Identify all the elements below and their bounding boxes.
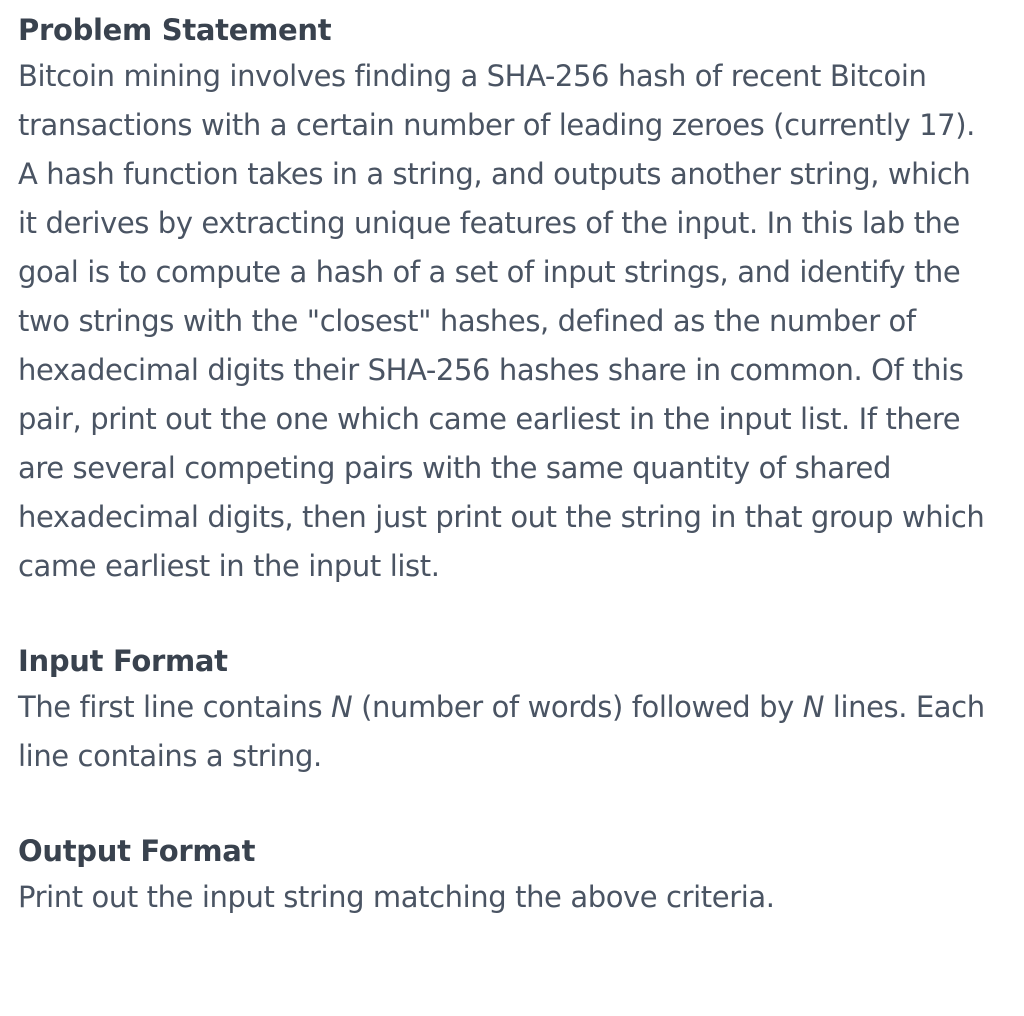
input-format-text-3: lines. Each line contains a string. <box>18 690 985 773</box>
problem-statement-heading: Problem Statement <box>18 13 332 47</box>
variable-n: N <box>802 690 824 724</box>
input-format-heading: Input Format <box>18 644 228 678</box>
output-format-section <box>18 829 990 922</box>
output-format-heading: Output Format <box>18 834 256 868</box>
variable-n: N <box>330 690 353 724</box>
input-format-text-2: (number of words) followed by <box>352 690 803 724</box>
output-format-body: Print out the input string matching the above criteria. <box>18 880 775 914</box>
problem-statement-body: Bitcoin mining involves finding a SHA-256 hash of recent Bitcoin transactions with a certain number of leading zeroes (currently 17). A hash function takes in a string, and outputs another string, which it derives by extracting unique features of the input. In this lab the goal is to compute a hash of a set of input strings, and identify the two strings with the "closest" hashes, defined as the number of hexadecimal digits their SHA-256 hashes share in common. Of this pair, print out the one which came earliest in the input list. If there are several competing pairs with the same quantity of shared hexadecimal digits, then just print out the string in that group which came earliest in the input list. <box>18 59 985 583</box>
problem-statement-section <box>18 8 990 591</box>
input-format-section <box>18 639 990 781</box>
input-format-body <box>18 683 990 781</box>
input-format-text-1: The first line contains <box>18 690 331 724</box>
